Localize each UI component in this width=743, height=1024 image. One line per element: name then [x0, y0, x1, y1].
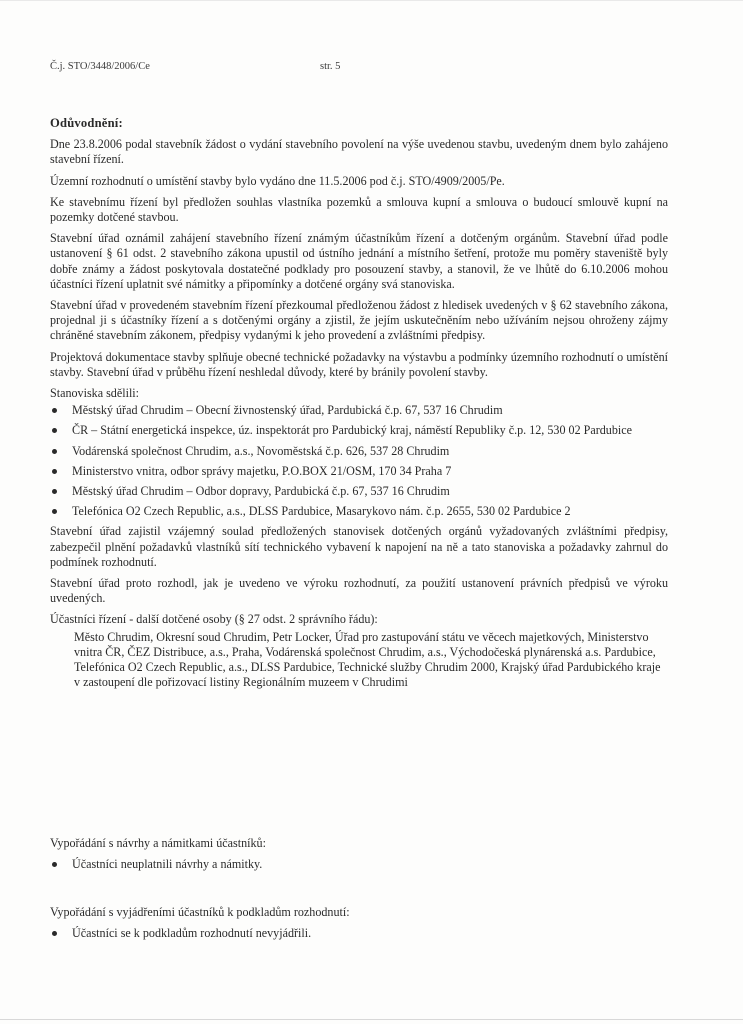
bullet-icon — [52, 509, 57, 514]
participants-list: Město Chrudim, Okresní soud Chrudim, Petr Locker, Úřad pro zastupování státu ve věcech majetkových, Ministerstvo vnitra ČR, ČEZ Distribuce, a.s., Praha, Vodárenská společnost Chrudim, a.s., Východočeská plynárenská a.s. Pardubice, Telefónica O2 Czech Republic, a.s., DLSS Pardubice, Technické služby Chrudim 2000, Krajský úřad Pardubického kraje v zastoupení dle pořizovací listiny Regionálním muzeem v Chrudimi — [74, 629, 661, 690]
bullet-icon — [52, 449, 57, 454]
paragraph: Územní rozhodnutí o umístění stavby bylo vydáno dne 11.5.2006 pod č.j. STO/4909/2005/Pe. — [50, 173, 505, 188]
scan-edge-bottom — [0, 1019, 743, 1020]
proposals-list — [50, 857, 668, 872]
list-item — [50, 484, 668, 499]
list-item-text: Ministerstvo vnitra, odbor správy majetku, P.O.BOX 21/OSM, 170 34 Praha 7 — [72, 463, 452, 478]
list-item — [50, 857, 668, 872]
paragraph: Dne 23.8.2006 podal stavebník žádost o vydání stavebního povolení na výše uvedenou stavbu, uvedeným dnem bylo zahájeno stavební řízení. — [50, 137, 668, 167]
list-item — [50, 444, 668, 459]
paragraph: Projektová dokumentace stavby splňuje obecné technické požadavky na výstavbu a podmínky územního rozhodnutí o umístění stavby. Stavební úřad v průběhu řízení neshledal důvody, které by bránily povolení stavby. — [50, 349, 668, 379]
list-item — [50, 504, 668, 519]
list-item — [50, 926, 668, 941]
reference-number: Č.j. STO/3448/2006/Ce — [50, 61, 150, 72]
statements-label: Vypořádání s vyjádřeními účastníků k podkladům rozhodnutí: — [50, 905, 350, 919]
statements-section — [50, 905, 668, 946]
bullet-icon — [52, 428, 57, 433]
bullet-icon — [52, 931, 57, 936]
proposals-label: Vypořádání s návrhy a námitkami účastníků: — [50, 836, 266, 850]
paragraph: Ke stavebnímu řízení byl předložen souhlas vlastníka pozemků a smlouva kupní a smlouva o budoucí smlouvě kupní na pozemky dotčené stavbou. — [50, 194, 668, 225]
section-heading: Odůvodnění: — [50, 116, 123, 130]
list-item-text: Vodárenská společnost Chrudim, a.s., Novoměstská č.p. 626, 537 28 Chrudim — [72, 443, 450, 458]
scan-edge-top — [0, 0, 743, 1]
page-number: str. 5 — [320, 61, 341, 72]
opinions-list — [50, 403, 668, 519]
list-item — [50, 403, 668, 418]
list-item — [50, 464, 668, 479]
list-item-text: Účastníci neuplatnili návrhy a námitky. — [72, 857, 263, 872]
statements-list — [50, 926, 668, 941]
list-item-text: Telefónica O2 Czech Republic, a.s., DLSS Pardubice, Masarykovo nám. č.p. 2655, 530 02 Pardubice 2 — [72, 504, 571, 519]
bullet-icon — [52, 408, 57, 413]
list-item-text: ČR – Státní energetická inspekce, úz. inspektorát pro Pardubický kraj, náměstí Republiky č.p. 12, 530 02 Pardubice — [72, 423, 632, 438]
paragraph: Stavební úřad zajistil vzájemný soulad předložených stanovisek dotčených orgánů vyžadovaných zvláštními předpisy, zabezpečil plnění požadavků vlastníků sítí technického vybavení k napojení na ně a tato stanoviska a požadavky zahrnul do podmínek rozhodnutí. — [50, 524, 668, 569]
paragraph: Stavební úřad proto rozhodl, jak je uvedeno ve výroku rozhodnutí, za použití ustanovení právních předpisů ve výroku uvedených. — [50, 576, 668, 606]
list-item-text: Městský úřad Chrudim – Odbor dopravy, Pardubická č.p. 67, 537 16 Chrudim — [72, 484, 450, 499]
paragraph: Stavební úřad oznámil zahájení stavebního řízení známým účastníkům řízení a dotčeným orgánům. Stavební úřad podle ustanovení § 61 odst. 2 stavebního zákona upustil od ústního jednání a místního šetření, protože mu poměry staveniště byly dobře známy a žádost poskytovala dostatečné podklady pro posouzení stavby, a stanovil, že ve lhůtě do 6.10.2006 mohou účastníci řízení uplatnit své námitky a připomínky a dotčené orgány svá stanoviska. — [50, 231, 668, 291]
list-item-text: Účastníci se k podkladům rozhodnutí nevyjádřili. — [72, 926, 312, 941]
main-content — [50, 116, 668, 697]
paragraph: Stavební úřad v provedeném stavebním řízení přezkoumal předloženou žádost z hledisek uvedených v § 62 stavebního zákona, projednal ji s účastníky řízení a s dotčenými orgány a zjistil, že jejím uskutečněním nebo užíváním nejsou ohroženy zájmy chráněné stavebním zákonem, předpisy vydanými k jeho provedení a zvláštními předpisy. — [50, 298, 668, 343]
bullet-icon — [52, 489, 57, 494]
list-item — [50, 423, 668, 438]
opinions-label: Stanoviska sdělili: — [50, 386, 140, 401]
list-item-text: Městský úřad Chrudim – Obecní živnostenský úřad, Pardubická č.p. 67, 537 16 Chrudim — [72, 403, 503, 418]
proposals-section — [50, 836, 668, 877]
bullet-icon — [52, 469, 57, 474]
participants-label: Účastníci řízení - další dotčené osoby (§ 27 odst. 2 správního řádu): — [50, 612, 378, 627]
bullet-icon — [52, 862, 57, 867]
